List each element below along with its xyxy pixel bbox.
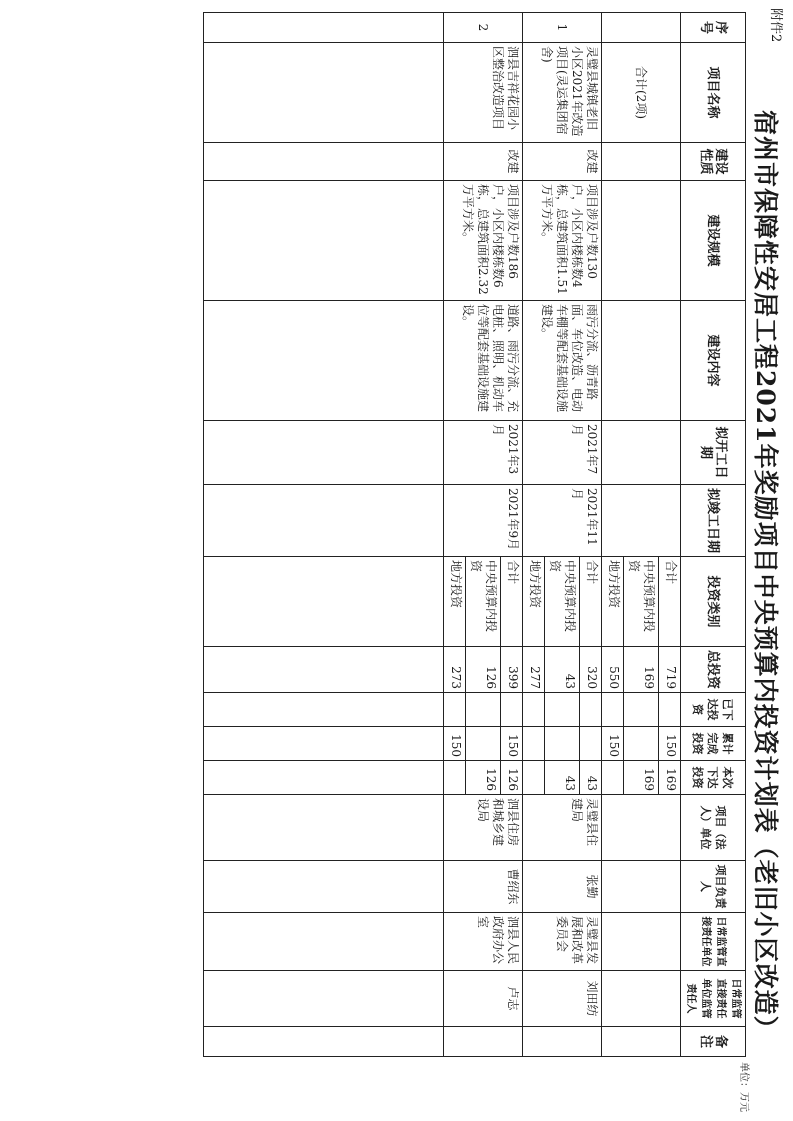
project-name: 灵璧县城镇老旧小区2021年改造项目(灵运集团宿舍) <box>523 43 602 143</box>
header-cell: 备注 <box>681 1027 746 1057</box>
this-round-cell: 126 <box>501 761 523 795</box>
this-round-cell <box>444 761 466 795</box>
project-end: 2021年9月 <box>444 485 523 557</box>
header-cell: 项目名称 <box>681 43 746 143</box>
project-leader: 曹绍东 <box>444 861 523 913</box>
category-cell: 合计 <box>580 557 602 647</box>
header-cell: 日常监管直接责任单位 <box>681 913 746 971</box>
project-unit: 泗县住房和城乡建设局 <box>444 795 523 861</box>
category-cell: 中央预算内投资 <box>624 557 659 647</box>
this-round-cell: 43 <box>545 761 580 795</box>
header-cell: 项目负责人 <box>681 861 746 913</box>
project-scale: 项目涉及户数130户，小区内楼栋数4栋，总建筑面积1.51万平方米。 <box>523 181 602 301</box>
investment-plan-table <box>203 12 746 1057</box>
header-cell: 建设内容 <box>681 301 746 421</box>
total-cell: 320 <box>580 647 602 693</box>
project-end: 2021年11月 <box>523 485 602 557</box>
category-cell: 中央预算内投资 <box>545 557 580 647</box>
table-row <box>580 13 602 1057</box>
header-cell: 本次下达投资 <box>681 761 746 795</box>
this-round-cell: 43 <box>580 761 602 795</box>
cumulative-cell <box>545 727 580 761</box>
this-round-cell <box>602 761 624 795</box>
project-no: 1 <box>523 13 602 43</box>
table-header-row <box>681 13 746 1057</box>
header-cell: 项目（法人）单位 <box>681 795 746 861</box>
project-start: 2021年3月 <box>444 421 523 485</box>
header-cell: 总投资 <box>681 647 746 693</box>
cumulative-cell <box>466 727 501 761</box>
total-cell: 277 <box>523 647 545 693</box>
this-round-cell: 126 <box>466 761 501 795</box>
total-cell: 550 <box>602 647 624 693</box>
category-cell: 合计 <box>659 557 681 647</box>
supervisor: 卢志 <box>444 971 523 1027</box>
header-cell: 已下达投资 <box>681 693 746 727</box>
cumulative-cell: 150 <box>444 727 466 761</box>
cumulative-cell <box>580 727 602 761</box>
supervisor: 刘田纺 <box>523 971 602 1027</box>
category-cell: 地方投资 <box>602 557 624 647</box>
project-nature: 改建 <box>523 143 602 181</box>
header-cell: 拟竣工日期 <box>681 485 746 557</box>
category-cell: 合计 <box>501 557 523 647</box>
summary-name: 合计(2项) <box>602 43 681 143</box>
summary-row <box>659 13 681 1057</box>
total-cell: 273 <box>444 647 466 693</box>
total-cell: 169 <box>624 647 659 693</box>
header-cell: 日常监管直接责任单位监管责任人 <box>681 971 746 1027</box>
total-cell: 719 <box>659 647 681 693</box>
category-cell: 中央预算内投资 <box>466 557 501 647</box>
project-content: 道路、雨污分流、充电桩、照明、机动车位等配套基础设施建设。 <box>444 301 523 421</box>
table-row <box>501 13 523 1057</box>
category-cell: 地方投资 <box>444 557 466 647</box>
cumulative-cell: 150 <box>602 727 624 761</box>
project-leader: 张勤 <box>523 861 602 913</box>
this-round-cell <box>523 761 545 795</box>
project-no: 2 <box>444 13 523 43</box>
cumulative-cell <box>624 727 659 761</box>
cumulative-cell: 150 <box>501 727 523 761</box>
annex-label: 附件2 <box>768 8 783 43</box>
total-cell: 43 <box>545 647 580 693</box>
project-scale: 项目涉及户数186户，小区内楼栋数6栋，总建筑面积2.32万平方米。 <box>444 181 523 301</box>
supervisor-unit: 泗县人民政府办公室 <box>444 913 523 971</box>
header-cell: 拟开工日期 <box>681 421 746 485</box>
total-cell: 399 <box>501 647 523 693</box>
cumulative-cell: 150 <box>659 727 681 761</box>
header-cell: 序号 <box>681 13 746 43</box>
unit-label: 单位：万元 <box>738 1062 749 1112</box>
project-unit: 灵璧县住建局 <box>523 795 602 861</box>
document-title: 宿州市保障性安居工程2021年奖励项目中央预算内投资计划表（老旧小区改造） <box>751 110 780 1042</box>
header-cell: 建设性质 <box>681 143 746 181</box>
project-nature: 改建 <box>444 143 523 181</box>
project-content: 雨污分流、沥青路面、车位改造、电动车棚等配套基础设施建设。 <box>523 301 602 421</box>
category-cell: 地方投资 <box>523 557 545 647</box>
cumulative-cell <box>523 727 545 761</box>
project-name: 泗县吉祥花园小区整治改造项目 <box>444 43 523 143</box>
header-cell: 建设规模 <box>681 181 746 301</box>
header-cell: 投资类别 <box>681 557 746 647</box>
header-cell: 累计完成投资 <box>681 727 746 761</box>
total-cell: 126 <box>466 647 501 693</box>
this-round-cell: 169 <box>624 761 659 795</box>
this-round-cell: 169 <box>659 761 681 795</box>
project-start: 2021年7月 <box>523 421 602 485</box>
empty-row <box>204 13 444 1057</box>
supervisor-unit: 灵璧县发展和改革委员会 <box>523 913 602 971</box>
